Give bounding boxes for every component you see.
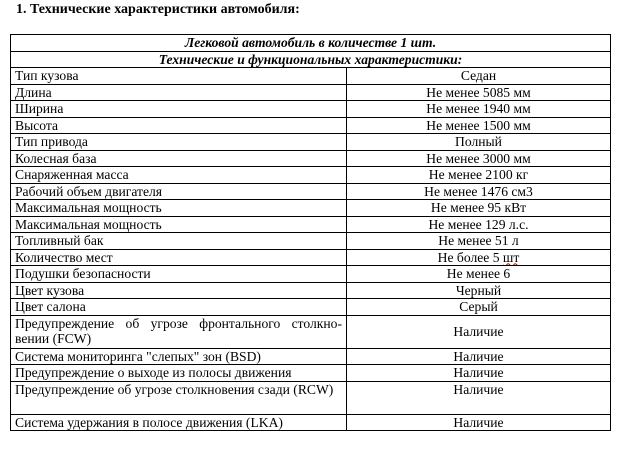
table-row: [11, 266, 611, 283]
spec-name: Высота: [11, 117, 347, 134]
table-row: [11, 216, 611, 233]
spec-value: Не менее 51 л: [347, 233, 611, 250]
spec-name: Предупреждение об угрозе фронтального столкно-вении (FCW): [11, 315, 347, 348]
spec-value: Не менее 1476 см3: [347, 183, 611, 200]
table-row: [11, 117, 611, 134]
spec-value: Не менее 129 л.с.: [347, 216, 611, 233]
spec-name: Рабочий объем двигателя: [11, 183, 347, 200]
spec-value: Серый: [347, 299, 611, 316]
table-row: [11, 101, 611, 118]
spec-name: Максимальная мощность: [11, 200, 347, 217]
spec-value: Не менее 95 кВт: [347, 200, 611, 217]
spec-value: Черный: [347, 282, 611, 299]
spec-name: Тип привода: [11, 134, 347, 151]
spec-name: Топливный бак: [11, 233, 347, 250]
spec-name: Подушки безопасности: [11, 266, 347, 283]
table-row: [11, 68, 611, 85]
spec-value-prefix: Не более 5: [437, 249, 503, 265]
table-row: [11, 315, 611, 348]
spec-value-unit: шт: [502, 249, 520, 265]
table-subtitle: Технические и функциональных характеристики:: [11, 51, 611, 68]
table-row: [11, 348, 611, 365]
spec-value: Наличие: [347, 348, 611, 365]
spec-name: Предупреждение об угрозе столкновения сзади (RCW): [11, 381, 347, 414]
spec-value: Не менее 5085 мм: [347, 84, 611, 101]
spec-value: Не менее 3000 мм: [347, 150, 611, 167]
spec-value: [347, 249, 611, 266]
spec-value: Не менее 6: [347, 266, 611, 283]
table-title: Легковой автомобиль в количестве 1 шт.: [11, 35, 611, 52]
spec-name: Длина: [11, 84, 347, 101]
table-row: [11, 365, 611, 382]
spec-name: Цвет кузова: [11, 282, 347, 299]
spec-value: Наличие: [347, 414, 611, 431]
spec-name: Максимальная мощность: [11, 216, 347, 233]
spec-name: Количество мест: [11, 249, 347, 266]
table-subtitle-row: [11, 51, 611, 68]
spec-name: Система мониторинга "слепых" зон (BSD): [11, 348, 347, 365]
section-heading: 1. Технические характеристики автомобиля:: [16, 2, 300, 17]
table-row: [11, 150, 611, 167]
spec-value: Седан: [347, 68, 611, 85]
table-row: [11, 183, 611, 200]
spec-table: [10, 34, 611, 431]
table-row: [11, 200, 611, 217]
spec-value: Наличие: [347, 381, 611, 414]
spec-name: Система удержания в полосе движения (LKA): [11, 414, 347, 431]
table-row: [11, 282, 611, 299]
spec-value: Не менее 2100 кг: [347, 167, 611, 184]
table-row: [11, 167, 611, 184]
spec-value: Не менее 1940 мм: [347, 101, 611, 118]
table-row: [11, 249, 611, 266]
spec-value: Наличие: [347, 315, 611, 348]
table-row: [11, 299, 611, 316]
spec-value: Не менее 1500 мм: [347, 117, 611, 134]
spec-name: Колесная база: [11, 150, 347, 167]
spec-value: Наличие: [347, 365, 611, 382]
table-row: [11, 134, 611, 151]
spec-value: Полный: [347, 134, 611, 151]
table-row: [11, 233, 611, 250]
spec-name: Цвет салона: [11, 299, 347, 316]
spec-name: Снаряженная масса: [11, 167, 347, 184]
spec-name: Ширина: [11, 101, 347, 118]
table-row: [11, 414, 611, 431]
table-row: [11, 84, 611, 101]
spec-name: Тип кузова: [11, 68, 347, 85]
table-row: [11, 381, 611, 414]
spec-name: Предупреждение о выходе из полосы движения: [11, 365, 347, 382]
table-title-row: [11, 35, 611, 52]
